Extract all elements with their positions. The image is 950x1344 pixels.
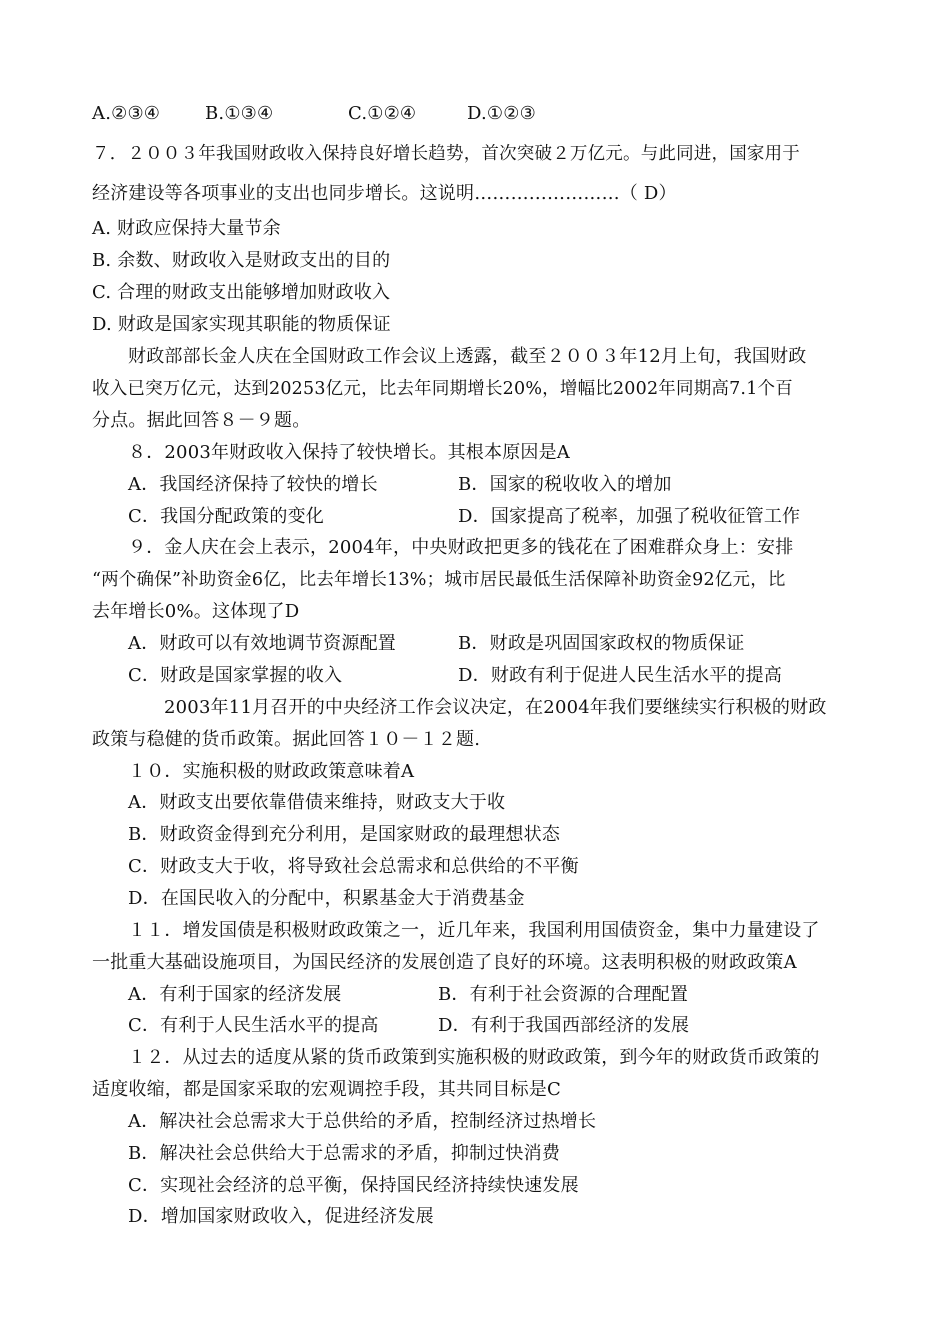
q10-stem: １０．实施积极的财政政策意味着A bbox=[128, 761, 415, 782]
q11-option-a: A．有利于国家的经济发展 bbox=[128, 984, 342, 1005]
q9-stem-line-3: 去年增长0%。这体现了D bbox=[92, 601, 300, 622]
q8-option-c: C．我国分配政策的变化 bbox=[128, 506, 324, 527]
q6-option-a: A.②③④ bbox=[92, 103, 161, 124]
q9-option-d: D．财政有利于促进人民生活水平的提高 bbox=[458, 665, 783, 686]
q12-option-d: D．增加国家财政收入，促进经济发展 bbox=[128, 1206, 434, 1227]
q11-stem-line-2: 一批重大基础设施项目，为国民经济的发展创造了良好的环境。这表明积极的财政政策A bbox=[92, 952, 797, 973]
q12-option-b: B．解决社会总供给大于总需求的矛盾，抑制过快消费 bbox=[128, 1143, 561, 1164]
q10-option-c: C．财政支大于收，将导致社会总需求和总供给的不平衡 bbox=[128, 856, 579, 877]
q8-option-b: B．国家的税收收入的增加 bbox=[458, 474, 672, 495]
q10-option-a: A．财政支出要依靠借债来维持，财政支大于收 bbox=[128, 792, 506, 813]
q7-stem-line-2: 经济建设等各项事业的支出也同步增长。这说明……………………（ D） bbox=[92, 183, 677, 204]
q12-stem-line-1: １２．从过去的适度从紧的货币政策到实施积极的财政政策，到今年的财政货币政策的 bbox=[128, 1047, 820, 1068]
q8-option-d: D．国家提高了税率，加强了税收征管工作 bbox=[458, 506, 801, 527]
q11-option-c: C．有利于人民生活水平的提高 bbox=[128, 1015, 379, 1036]
q11-option-d: D．有利于我国西部经济的发展 bbox=[438, 1015, 690, 1036]
q12-option-c: C．实现社会经济的总平衡，保持国民经济持续快速发展 bbox=[128, 1175, 579, 1196]
q6-option-d: D.①②③ bbox=[467, 103, 536, 124]
q9-option-b: B．财政是巩固国家政权的物质保证 bbox=[458, 633, 745, 654]
q10-option-d: D．在国民收入的分配中，积累基金大于消费基金 bbox=[128, 888, 525, 909]
q9-stem-line-1: ９．金人庆在会上表示，2004年，中央财政把更多的钱花在了困难群众身上：安排 bbox=[128, 537, 794, 558]
q7-option-c: C. 合理的财政支出能够增加财政收入 bbox=[92, 282, 391, 303]
q7-option-b: B. 余数、财政收入是财政支出的目的 bbox=[92, 250, 391, 271]
q10-option-b: B．财政资金得到充分利用，是国家财政的最理想状态 bbox=[128, 824, 561, 845]
q6-option-c: C.①②④ bbox=[348, 103, 417, 124]
q11-option-b: B．有利于社会资源的合理配置 bbox=[438, 984, 689, 1005]
q8-option-a: A．我国经济保持了较快的增长 bbox=[128, 474, 378, 495]
q8-stem: ８．2003年财政收入保持了较快增长。其根本原因是A bbox=[128, 442, 571, 463]
material-10-12-line-2: 政策与稳健的货币政策。据此回答１０－１２题. bbox=[92, 729, 481, 750]
material-8-9-line-2: 收入已突万亿元，达到20253亿元，比去年同期增长20%，增幅比2002年同期高7.1个百 bbox=[92, 379, 793, 399]
q11-stem-line-1: １１．增发国债是积极财政政策之一，近几年来，我国利用国债资金，集中力量建设了 bbox=[128, 920, 820, 941]
q9-option-c: C．财政是国家掌握的收入 bbox=[128, 665, 343, 686]
material-8-9-line-3: 分点。据此回答８－９题。 bbox=[92, 410, 311, 431]
q12-stem-line-2: 适度收缩，都是国家采取的宏观调控手段，其共同目标是C bbox=[92, 1079, 561, 1100]
q7-option-a: A. 财政应保持大量节余 bbox=[92, 218, 281, 239]
q12-option-a: A．解决社会总需求大于总供给的矛盾，控制经济过热增长 bbox=[128, 1111, 597, 1132]
q9-stem-line-2: “两个确保”补助资金6亿，比去年增长13%；城市居民最低生活保障补助资金92亿元，比 bbox=[92, 570, 786, 590]
q7-option-d: D. 财政是国家实现其职能的物质保证 bbox=[92, 314, 391, 335]
q7-stem-line-1: ７．２００３年我国财政收入保持良好增长趋势，首次突破２万亿元。与此同进，国家用于 bbox=[92, 144, 800, 164]
material-8-9-line-1: 财政部部长金人庆在全国财政工作会议上透露，截至２００３年12月上旬，我国财政 bbox=[128, 346, 807, 367]
material-10-12-line-1: 2003年11月召开的中央经济工作会议决定，在2004年我们要继续实行积极的财政 bbox=[164, 697, 827, 718]
q6-option-b: B.①③④ bbox=[205, 103, 274, 124]
q9-option-a: A．财政可以有效地调节资源配置 bbox=[128, 633, 396, 654]
